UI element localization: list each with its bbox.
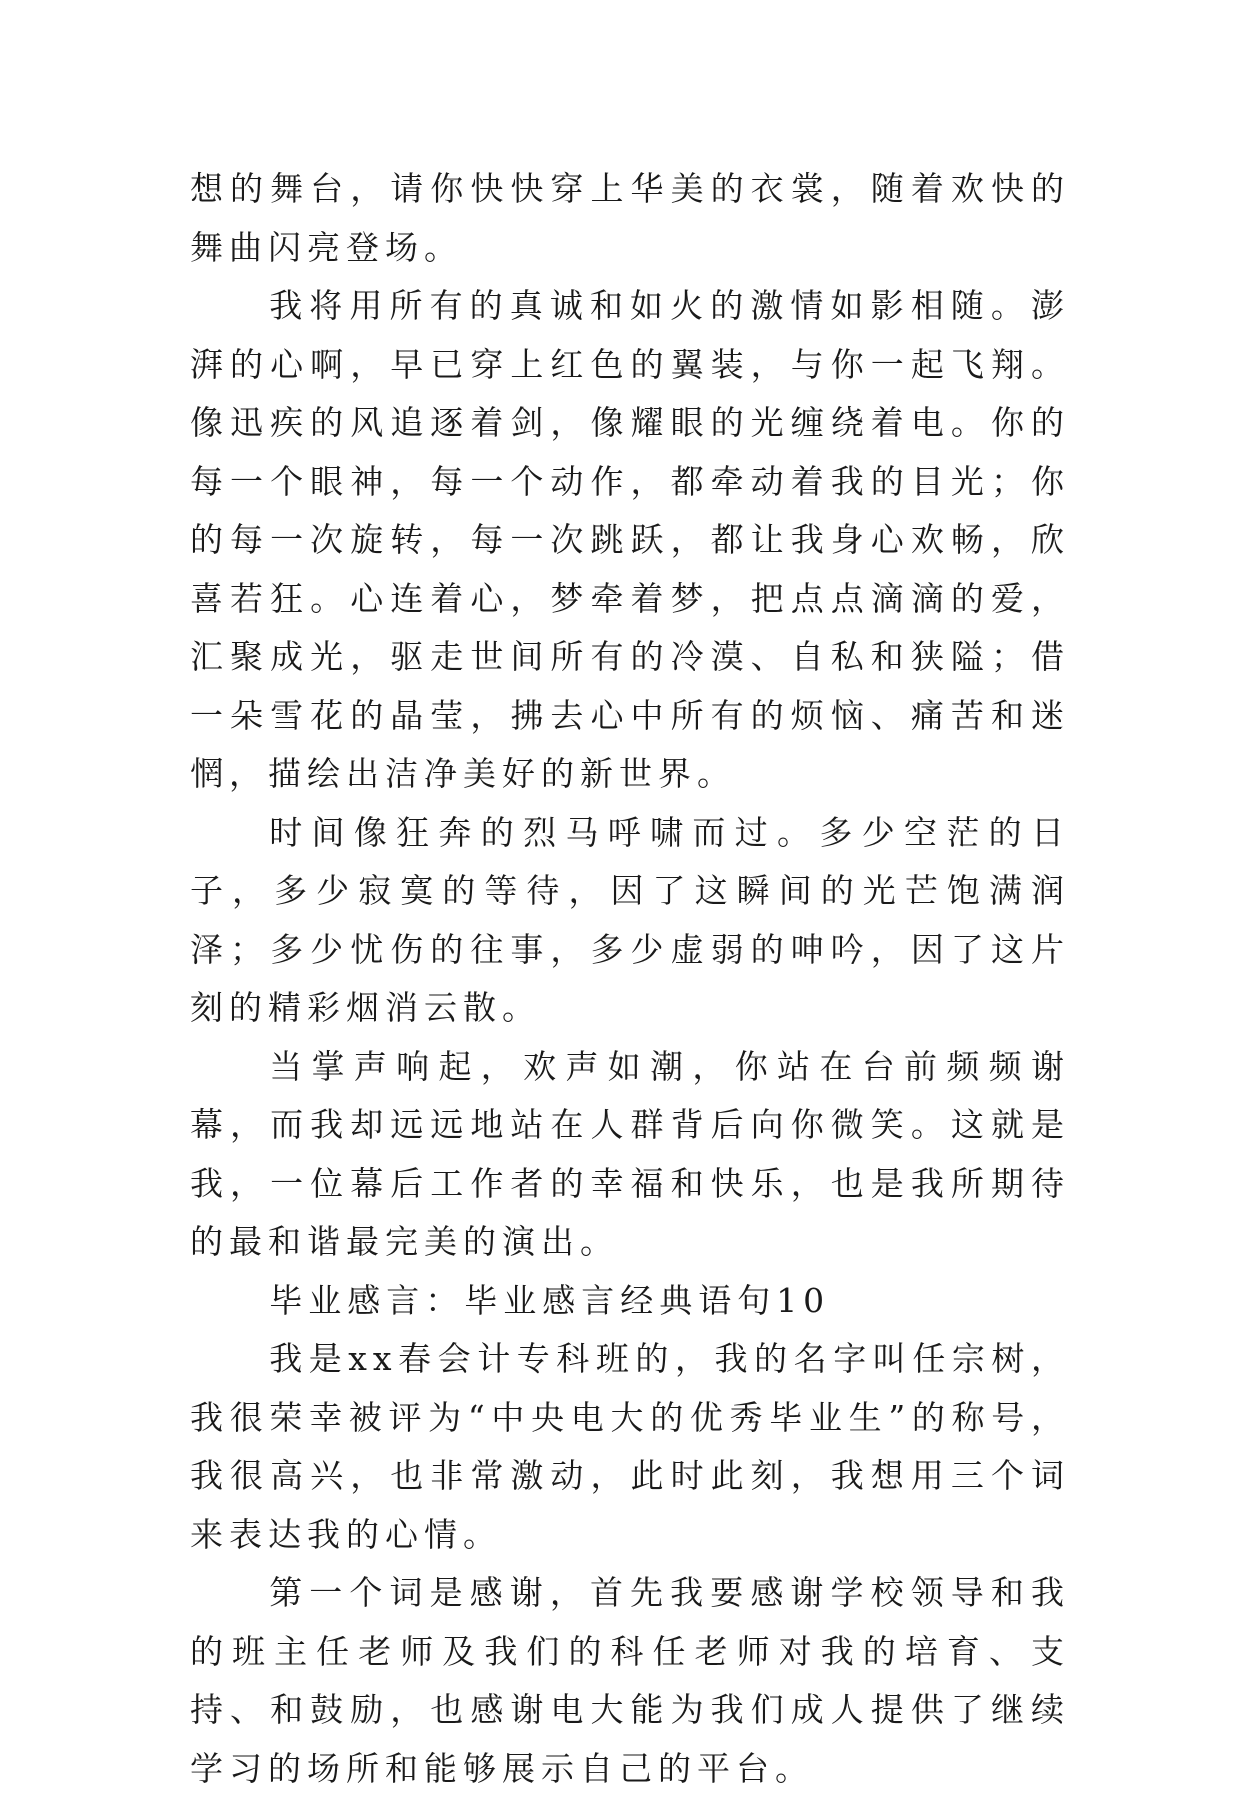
section-heading: 毕业感言：毕业感言经典语句10 — [269, 1280, 831, 1320]
paragraph: 第一个词是感谢，首先我要感谢学校领导和我的班主任老师及我们的科任老师对我的培育、支持、和鼓励，也感谢电大能为我们成人提供了继续学习的场所和能够展示自己的平台。 — [190, 1573, 1070, 1788]
paragraph: 当掌声响起，欢声如潮，你站在台前频频谢幕，而我却远远地站在人群背后向你微笑。这就是我，一位幕后工作者的幸福和快乐，也是我所期待的最和谐最完美的演出。 — [190, 1046, 1070, 1261]
paragraph: 我是xx春会计专科班的，我的名字叫任宗树，我很荣幸被评为“中央电大的优秀毕业生”的称号，我很高兴，也非常激动，此时此刻，我想用三个词来表达我的心情。 — [190, 1339, 1070, 1554]
paragraph: 我将用所有的真诚和如火的激情如影相随。澎湃的心啊，早已穿上红色的翼装，与你一起飞翔。像迅疾的风追逐着剑，像耀眼的光缠绕着电。你的每一个眼神，每一个动作，都牵动着我的目光；你的每一次旋转，每一次跳跃，都让我身心欢畅，欣喜若狂。心连着心，梦牵着梦，把点点滴滴的爱，汇聚成光，驱走世间所有的冷漠、自私和狭隘；借一朵雪花的晶莹，拂去心中所有的烦恼、痛苦和迷惘，描绘出洁净美好的新世界。 — [190, 286, 1070, 793]
paragraph: 时间像狂奔的烈马呼啸而过。多少空茫的日子，多少寂寞的等待，因了这瞬间的光芒饱满润泽；多少忧伤的往事，多少虚弱的呻吟，因了这片刻的精彩烟消云散。 — [190, 812, 1070, 1027]
paragraph-continued: 想的舞台，请你快快穿上华美的衣裳，随着欢快的舞曲闪亮登场。 — [190, 169, 1070, 267]
document-body — [190, 160, 1070, 1798]
